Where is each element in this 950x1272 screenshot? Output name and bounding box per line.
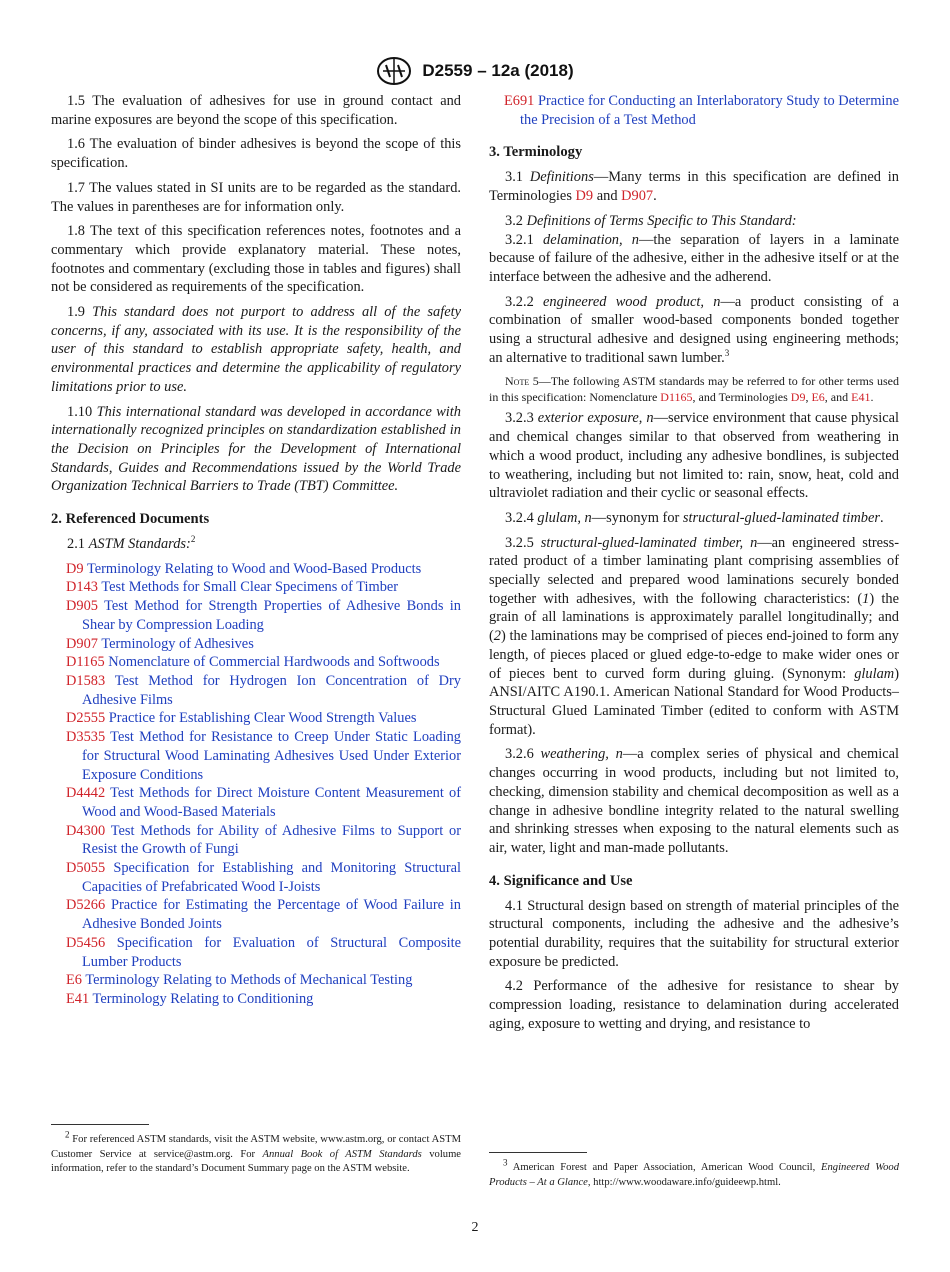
reference-link[interactable]: D5055 Specification for Establishing and Monitoring Structural Capacities of Prefabricated Wood I-Joists [66, 860, 461, 895]
link-e6[interactable]: E6 [811, 390, 825, 405]
para-1-8: 1.8 The text of this specification references notes, footnotes and a commentary which provide explanatory material. These notes, footnotes and commentary (excluding those in tables and figures) shall not be considered as requirements of the specification. [51, 223, 461, 296]
para-3-2-5: 3.2.5 structural-glued-laminated timber, n—an engineered stress-rated product of a timber laminating plant comprising assemblies of specially selected and prepared wood laminations securely bonded together with adhesives, with the following characteristics: (1) the grain of all laminations is approximately parallel longitudinally; and (2) the laminations may be comprised of pieces end-joined to form any length, of pieces placed or glued edge-to-edge to make wider ones or of pieces bent to curved form during gluing. (Synonym: glulam) ANSI/AITC A190.1. American National Standard for Wood Products–Structural Glued Laminated Timber (edited to conform with ASTM format). [489, 534, 900, 738]
standard-designation: D2559 – 12a (2018) [422, 61, 574, 80]
para-1-7: 1.7 The values stated in SI units are to be regarded as the standard. The values in parentheses are for information only. [51, 179, 461, 215]
para-3-2-6: 3.2.6 weathering, n—a complex series of physical and chemical changes occurring in wood products, including but not limited to, checking, dimension stability and chemical decomposition as well as a change in adhesive bondline integrity related to the natural swelling and shrinking stresses when exposing to the natural elements such as air, water, light and man-made pollutants. [489, 746, 899, 856]
reference-link[interactable]: D9 Terminology Relating to Wood and Wood-Based Products [66, 560, 422, 577]
reference-list [51, 560, 461, 1009]
para-3-2-1: 3.2.1 delamination, n—the separation of layers in a laminate because of failure of the adhesive, either in the adhesive itself or at the interface between the adhesive and the adherend. [489, 231, 899, 285]
reference-link[interactable]: D5266 Practice for Estimating the Percentage of Wood Failure in Adhesive Bonded Joints [66, 897, 461, 933]
footnote-3: $^3$ American Forest and Paper Association, American Wood Council, Engineered Wood Products – At a Glance, http://www.woodaware.info/guideewp.html. [489, 1157, 900, 1188]
para-3-2-4: 3.2.4 glulam, n—synonym for structural-glued-laminated timber. [505, 509, 884, 526]
reference-link[interactable]: D2555 Practice for Establishing Clear Wood Strength Values [66, 710, 417, 727]
footnote-rule [51, 1124, 149, 1125]
para-3-2-3: 3.2.3 exterior exposure, n—service environment that cause physical and chemical changes similar to that observed from weathering in which a wood product, including any adhesive bondlines, is subjected to weathering, including but not limited to: rain, snow, heat, cold and ultraviolet radiation and their cyclic or seasonal effects. [489, 410, 899, 502]
section-3-heading: 3. Terminology [489, 144, 583, 161]
page-number: 2 [471, 1220, 479, 1235]
section-2-heading: 2. Referenced Documents [51, 511, 210, 528]
page-header [0, 56, 950, 86]
reference-link[interactable]: D4442 Test Methods for Direct Moisture Content Measurement of Wood and Wood-Based Materials [66, 785, 461, 820]
para-2-1: 2.1 ASTM Standards:$^2$ [67, 534, 196, 553]
reference-link[interactable]: D4300 Test Methods for Ability of Adhesive Films to Support or Resist the Growth of Fungi [66, 822, 461, 858]
reference-link[interactable]: D3535 Test Method for Resistance to Creep Under Static Loading for Structural Wood Laminating Adhesives Used Under Exterior Exposure Conditions [66, 729, 461, 783]
para-3-1: 3.1 Definitions—Many terms in this specification are defined in Terminologies D9 and D907. [489, 169, 899, 205]
reference-link[interactable]: D143 Test Methods for Small Clear Specimens of Timber [66, 579, 399, 596]
para-3-2-2: 3.2.2 engineered wood product, n—a product consisting of a combination of smaller wood-based components bonded together using a structural adhesive and designed using engineering methods; an alternative to traditional sawn lumber.$^3$ [489, 293, 899, 366]
link-d907[interactable]: D907 [621, 188, 654, 205]
reference-link[interactable]: D5456 Specification for Evaluation of Structural Composite Lumber Products [66, 934, 461, 970]
footnote-2: $^2$ For referenced ASTM standards, visit the ASTM website, www.astm.org, or contact ASTM Customer Service at service@astm.org. For Annual Book of ASTM Standards volume information, refer to the standard’s Document Summary page on the ASTM website. [51, 1129, 462, 1175]
link-d9[interactable]: D9 [790, 390, 806, 405]
left-footnotes [51, 1124, 461, 1177]
reference-link[interactable]: D1583 Test Method for Hydrogen Ion Concentration of Dry Adhesive Films [66, 672, 462, 708]
right-column [489, 92, 899, 1040]
note-5: Note 5—The following ASTM standards may be referred to for other terms used in this specification: Nomenclature D1165, and Terminologies D9, E6, and E41. [489, 374, 899, 405]
reference-link[interactable]: E691 Practice for Conducting an Interlaboratory Study to Determine the Precision of a Test Method [504, 93, 899, 128]
para-1-6: 1.6 The evaluation of binder adhesives is beyond the scope of this specification. [51, 136, 461, 172]
para-3-2: 3.2 Definitions of Terms Specific to This Standard: [505, 212, 797, 229]
para-4-1: 4.1 Structural design based on strength of material principles of the structural components, including the adhesive and the adhesive’s potential durability, requires that the suitability for structural exterior exposure be predicted. [489, 897, 899, 970]
reference-link[interactable]: D1165 Nomenclature of Commercial Hardwoods and Softwoods [66, 654, 440, 671]
para-4-2: 4.2 Performance of the adhesive for resistance to shear by compression loading, resistance to delamination during accelerated aging, exposure to wetting and drying, and resistance to [489, 978, 899, 1032]
right-footnotes [489, 1152, 899, 1190]
link-d1165[interactable]: D1165 [660, 390, 693, 405]
section-4-heading: 4. Significance and Use [489, 872, 633, 889]
link-e41[interactable]: E41 [851, 390, 871, 405]
astm-logo-icon [376, 56, 412, 86]
reference-link[interactable]: D907 Terminology of Adhesives [66, 635, 254, 652]
link-d9[interactable]: D9 [575, 188, 594, 205]
footnote-rule [489, 1152, 587, 1153]
reference-link[interactable]: E6 Terminology Relating to Methods of Mechanical Testing [66, 972, 413, 989]
para-1-5: 1.5 The evaluation of adhesives for use in ground contact and marine exposures are beyond the scope of this specification. [51, 93, 461, 128]
para-1-10: 1.10 This international standard was developed in accordance with internationally recognized principles on standardization established in the Decision on Principles for the Development of International Standards, Guides and Recommendations issued by the World Trade Organization Technical Barriers to Trade (TBT) Committee. [51, 403, 461, 495]
reference-link[interactable]: D905 Test Method for Strength Properties of Adhesive Bonds in Shear by Compression Loading [66, 598, 461, 633]
reference-link[interactable]: E41 Terminology Relating to Conditioning [66, 990, 314, 1007]
para-1-9: 1.9 This standard does not purport to address all of the safety concerns, if any, associated with its use. It is the responsibility of the user of this standard to establish appropriate safety, health, and environmental practices and determine the applicability of regulatory limitations prior to use. [51, 304, 461, 395]
left-column [51, 92, 461, 1009]
